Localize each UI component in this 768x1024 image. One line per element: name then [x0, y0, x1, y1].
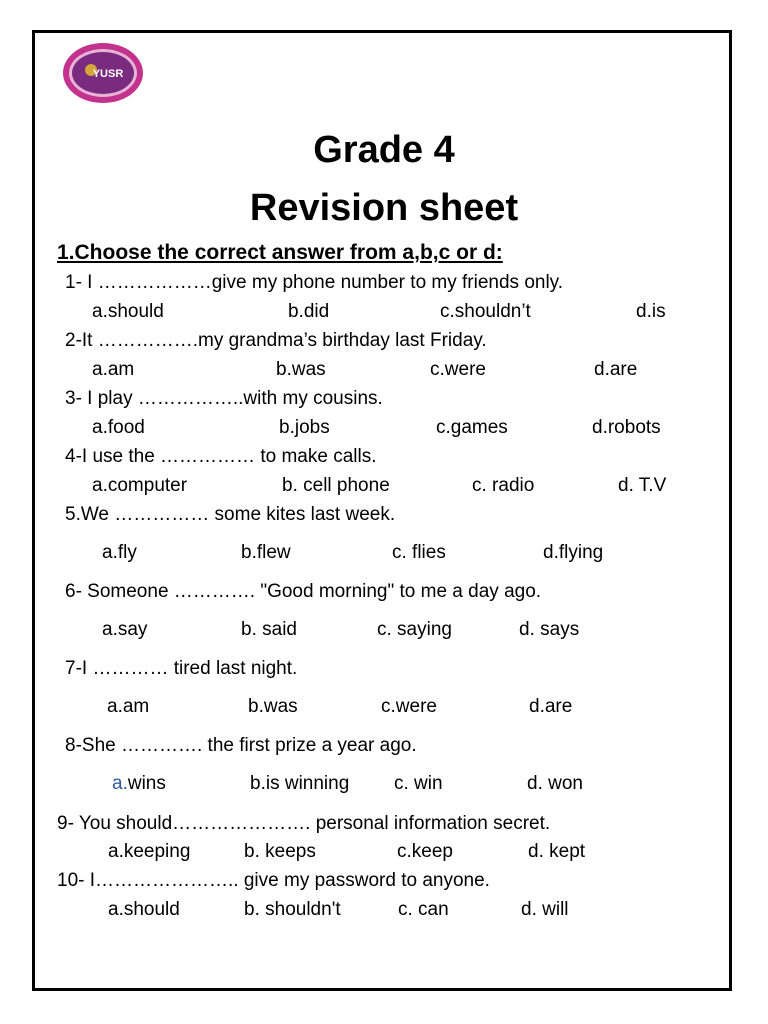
option-text: said — [256, 619, 297, 640]
question-text: 9- You should…………………. personal information secret. — [57, 813, 551, 834]
answer-option[interactable] — [241, 541, 291, 565]
option-text: is — [651, 301, 666, 322]
option-letter: a. — [102, 542, 118, 563]
question-text: 8-She …………. the first prize a year ago. — [65, 735, 417, 756]
option-letter: c. — [440, 301, 455, 322]
answer-option[interactable] — [241, 618, 297, 642]
option-letter: d. — [528, 841, 544, 862]
page-subtitle: Revision sheet — [249, 187, 519, 229]
option-letter: a. — [108, 841, 124, 862]
option-text: should — [107, 301, 164, 322]
answer-option[interactable] — [377, 618, 452, 642]
page-title: Grade 4 — [313, 129, 455, 171]
answer-option[interactable] — [521, 898, 569, 922]
option-letter: a. — [107, 696, 123, 717]
option-letter: c. — [377, 619, 392, 640]
answer-option[interactable] — [92, 416, 145, 440]
option-text: win — [408, 773, 443, 794]
option-letter: b. — [276, 359, 292, 380]
option-text: kept — [543, 841, 586, 862]
answer-option[interactable] — [472, 474, 534, 498]
answer-option[interactable] — [112, 772, 166, 796]
option-text: is winning — [265, 773, 350, 794]
option-text: says — [534, 619, 580, 640]
option-letter: d. — [521, 899, 537, 920]
option-letter: b. — [241, 619, 257, 640]
option-letter: c. — [394, 773, 409, 794]
answer-option[interactable] — [108, 898, 180, 922]
answer-option[interactable] — [592, 416, 661, 440]
question-text: 1- I ………………give my phone number to my friends only. — [65, 272, 564, 293]
option-letter: d. — [592, 417, 608, 438]
option-letter: c. — [381, 696, 396, 717]
option-text: am — [122, 696, 150, 717]
option-text: are — [544, 696, 573, 717]
option-letter: c. — [397, 841, 412, 862]
answer-option[interactable] — [381, 695, 437, 719]
option-text: was — [291, 359, 326, 380]
answer-option[interactable] — [92, 358, 134, 382]
option-letter: d. — [636, 301, 652, 322]
option-letter: b. — [282, 475, 298, 496]
option-letter: a. — [92, 475, 108, 496]
option-letter: b. — [248, 696, 264, 717]
answer-option[interactable] — [248, 695, 298, 719]
answer-option[interactable] — [618, 474, 666, 498]
option-letter: d. — [594, 359, 610, 380]
answer-option[interactable] — [398, 898, 449, 922]
option-letter: b. — [244, 841, 260, 862]
option-text: was — [263, 696, 298, 717]
question-text: 5.We …………… some kites last week. — [65, 504, 396, 525]
answer-option[interactable] — [250, 772, 349, 796]
answer-option[interactable] — [392, 541, 446, 565]
question-text: 3- I play ……………..with my cousins. — [65, 388, 383, 409]
option-text: keeping — [123, 841, 191, 862]
answer-option[interactable] — [282, 474, 390, 498]
option-text: am — [107, 359, 135, 380]
option-letter: c. — [472, 475, 487, 496]
option-text: say — [117, 619, 148, 640]
question-text: 10- I………………….. give my password to anyone. — [57, 870, 490, 891]
answer-option[interactable] — [543, 541, 603, 565]
answer-option[interactable] — [430, 358, 486, 382]
option-letter: b. — [241, 542, 257, 563]
answer-option[interactable] — [528, 840, 585, 864]
question-text: 4-I use the …………… to make calls. — [65, 446, 377, 467]
answer-option[interactable] — [527, 772, 583, 796]
option-letter: a. — [102, 619, 118, 640]
answer-option[interactable] — [394, 772, 443, 796]
option-text: games — [450, 417, 508, 438]
answer-option[interactable] — [288, 300, 329, 324]
answer-option[interactable] — [636, 300, 666, 324]
answer-option[interactable] — [519, 618, 579, 642]
option-letter: a. — [92, 417, 108, 438]
option-letter: c. — [392, 542, 407, 563]
question-text: 7-I ………… tired last night. — [65, 658, 298, 679]
option-text: flying — [558, 542, 604, 563]
option-letter: d. — [543, 542, 559, 563]
option-letter: d. — [527, 773, 543, 794]
option-letter: a. — [108, 899, 124, 920]
option-text: food — [107, 417, 145, 438]
option-letter: b. — [250, 773, 266, 794]
option-text: keep — [411, 841, 453, 862]
question-text: 2-It …………….my grandma’s birthday last Friday. — [65, 330, 487, 351]
option-text: shouldn’t — [454, 301, 531, 322]
option-text: will — [536, 899, 569, 920]
option-text: robots — [607, 417, 661, 438]
option-letter: b. — [244, 899, 260, 920]
answer-option[interactable] — [279, 416, 330, 440]
section-heading: 1.Choose the correct answer from a,b,c or d: — [57, 241, 503, 264]
answer-option[interactable] — [107, 695, 149, 719]
option-text: can — [412, 899, 449, 920]
answer-option[interactable] — [529, 695, 572, 719]
option-text: T.V — [633, 475, 667, 496]
option-letter: b. — [288, 301, 304, 322]
svg-text:YUSR: YUSR — [92, 68, 124, 80]
answer-option[interactable] — [102, 618, 147, 642]
answer-option[interactable] — [594, 358, 637, 382]
option-letter: a. — [92, 359, 108, 380]
option-letter: c. — [436, 417, 451, 438]
option-text: flew — [256, 542, 291, 563]
answer-option[interactable] — [436, 416, 508, 440]
option-text: fly — [117, 542, 137, 563]
option-text: should — [123, 899, 180, 920]
answer-option[interactable] — [108, 840, 190, 864]
option-text: saying — [391, 619, 452, 640]
option-text: wins — [127, 773, 166, 794]
option-letter: a. — [92, 301, 108, 322]
answer-option[interactable] — [92, 474, 187, 498]
option-letter: b. — [279, 417, 295, 438]
answer-option[interactable] — [397, 840, 453, 864]
option-text: are — [609, 359, 638, 380]
option-text: keeps — [259, 841, 316, 862]
answer-option[interactable] — [276, 358, 326, 382]
option-text: jobs — [294, 417, 330, 438]
option-letter: c. — [430, 359, 445, 380]
answer-option[interactable] — [244, 898, 341, 922]
option-text: flies — [406, 542, 446, 563]
option-text: did — [303, 301, 330, 322]
answer-option[interactable] — [102, 541, 137, 565]
option-letter: d. — [519, 619, 535, 640]
answer-option[interactable] — [92, 300, 164, 324]
option-letter: a. — [112, 773, 128, 794]
option-text: were — [395, 696, 437, 717]
option-letter: c. — [398, 899, 413, 920]
question-text: 6- Someone …………. "Good morning" to me a day ago. — [65, 581, 542, 602]
answer-option[interactable] — [440, 300, 531, 324]
option-text: won — [542, 773, 583, 794]
option-text: shouldn't — [259, 899, 341, 920]
option-letter: d. — [618, 475, 634, 496]
option-letter: d. — [529, 696, 545, 717]
option-text: cell phone — [297, 475, 390, 496]
option-text: were — [444, 359, 486, 380]
option-text: computer — [107, 475, 188, 496]
answer-option[interactable] — [244, 840, 316, 864]
school-logo-icon — [62, 42, 144, 104]
option-text: radio — [486, 475, 535, 496]
